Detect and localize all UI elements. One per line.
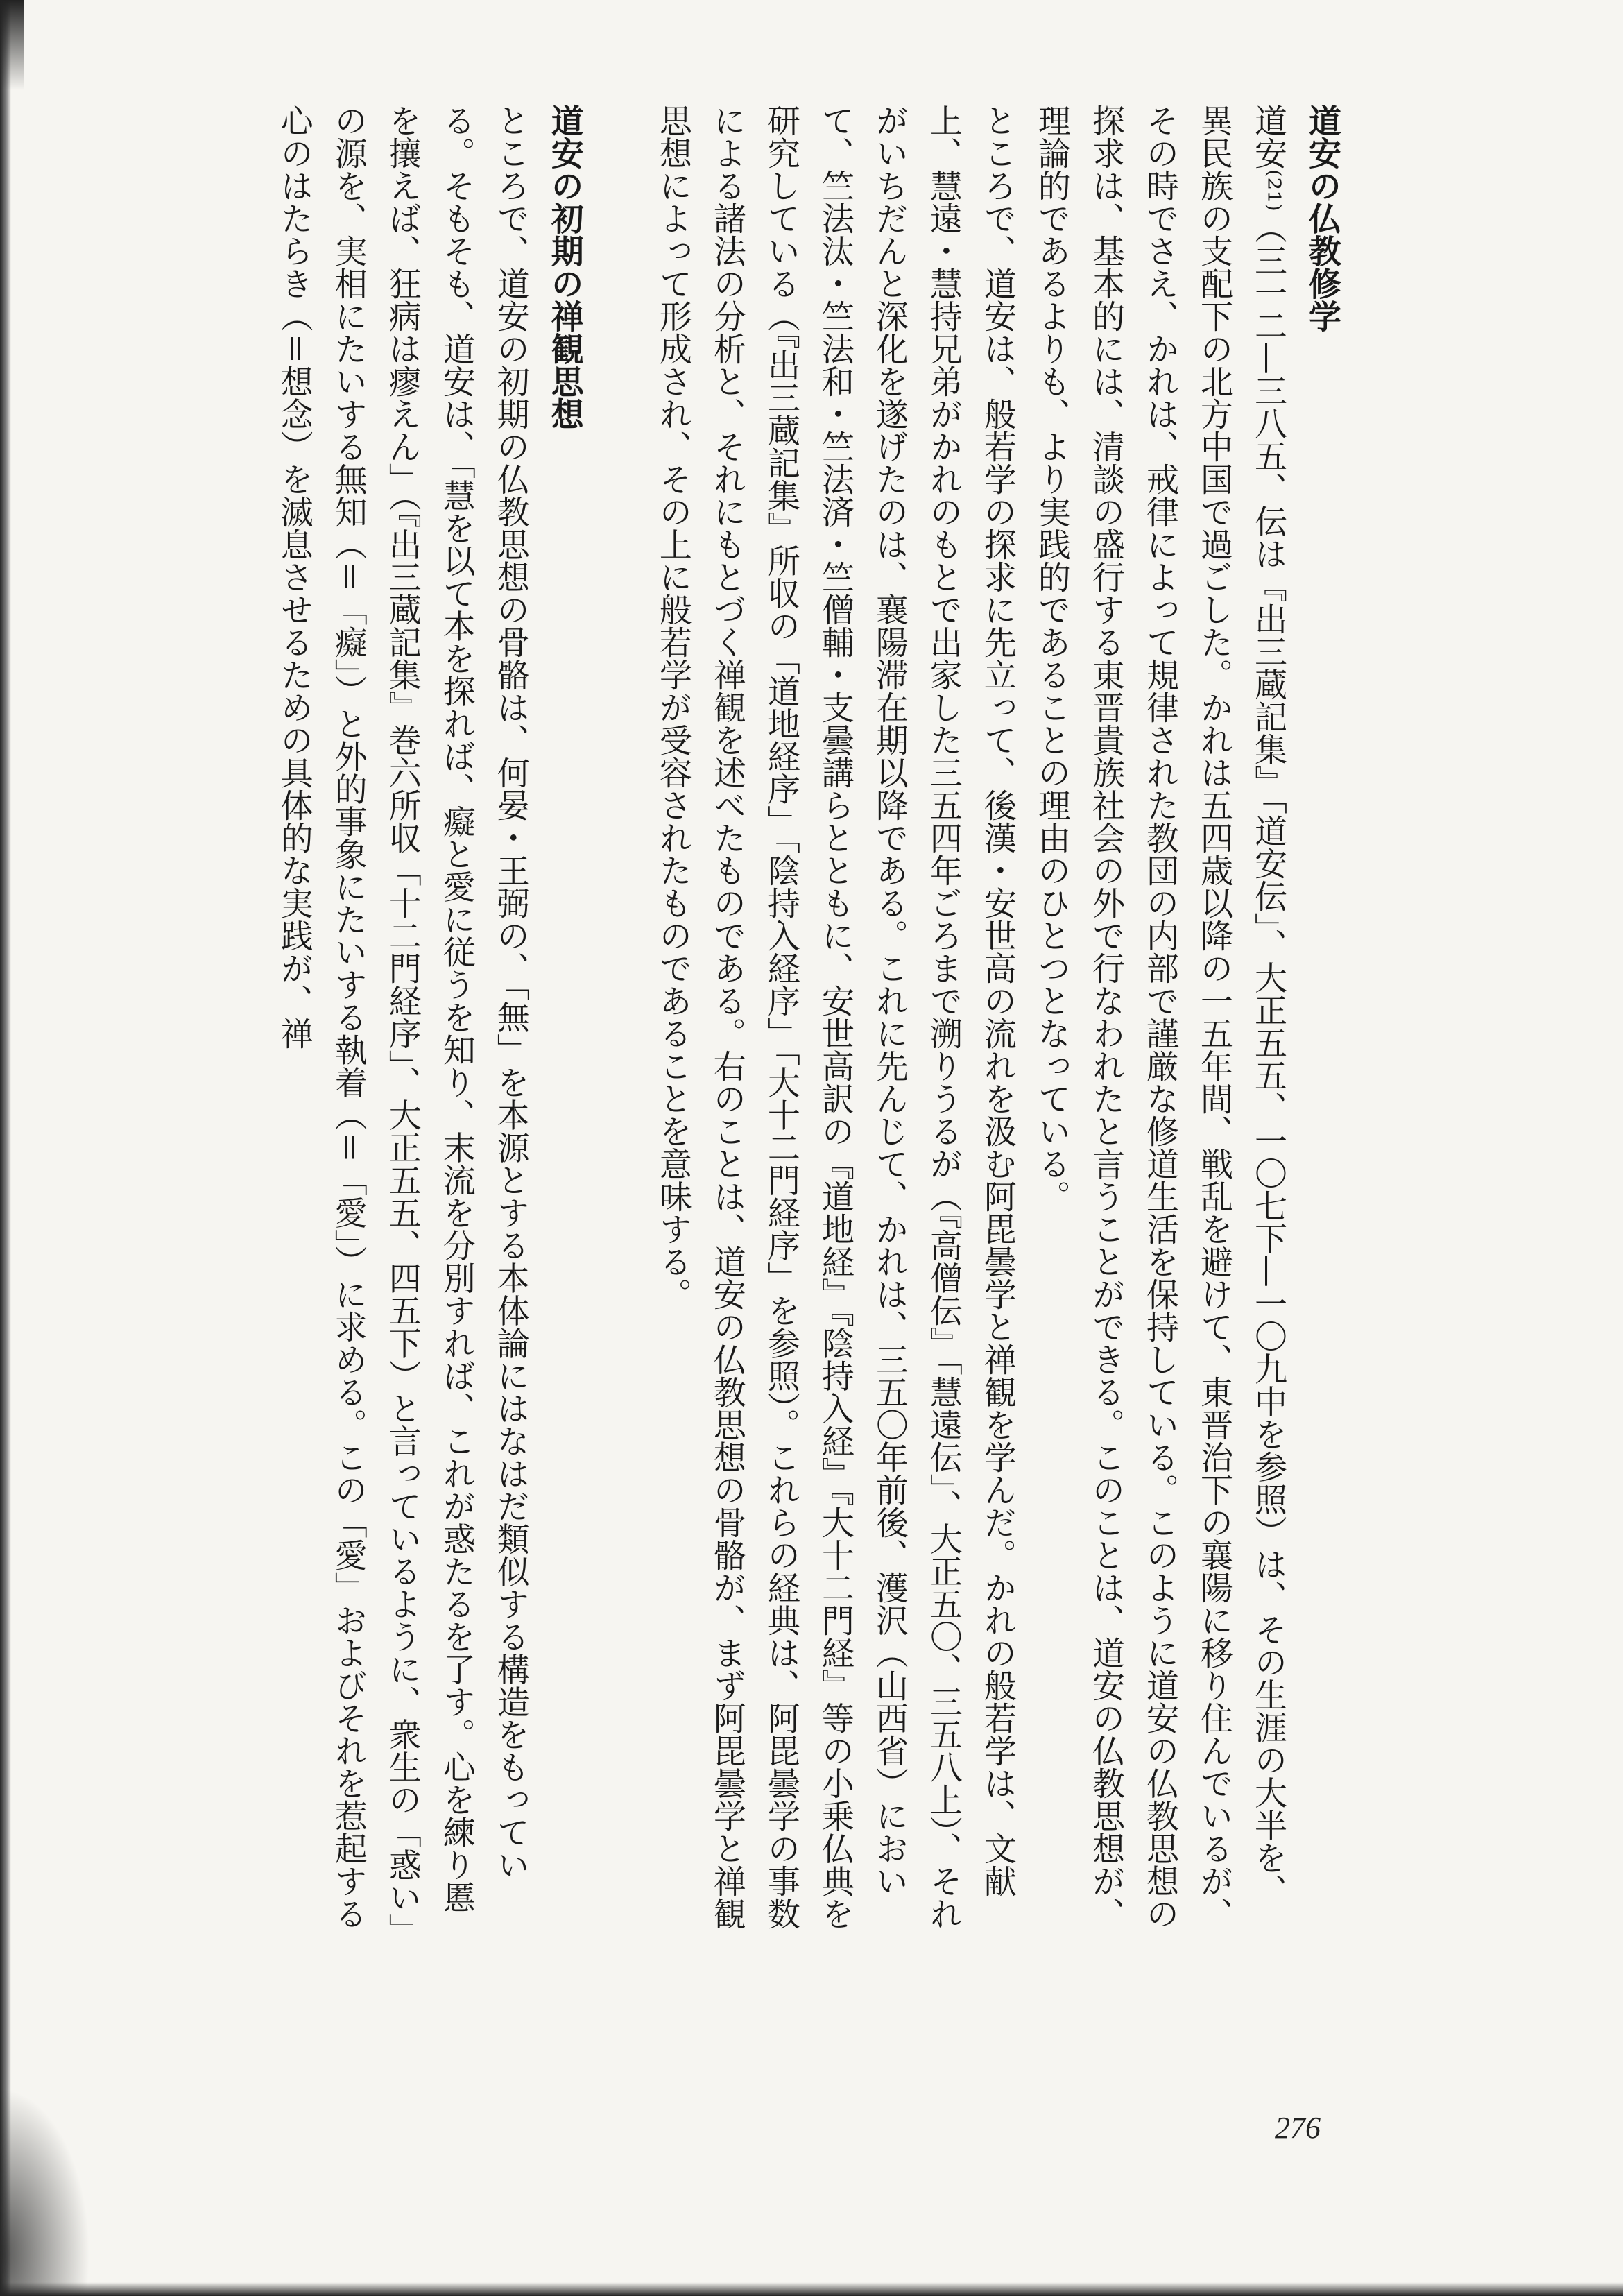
vertical-text-block (170, 104, 1349, 1935)
page-number: 276 (1275, 2111, 1321, 2145)
section-heading-buddhist-study: 道安の仏教修学 (1303, 104, 1341, 332)
paragraph-meditation-thought: ところで、道安の初期の仏教思想の骨骼は、何晏・王弼の、「無」を本源とする本体論にはなはだ類似する構造をもっている。そもそも、道安は、「慧を以て本を探れば、癡と愛に従うを知り、末流を分別すれば、これが惑たるを了す。心を練り慝を攘えば、狂病は瘳えん」（『出三蔵記集』巻六所収「十二門経序」、大正五五、四五下）と言っているように、衆生の「惑い」の源を、実相にたいする無知（＝「癡」）と外的事象にたいする執着（＝「愛」）に求める。この「愛」およびそれを惹起する心のはたらき（＝想念）を滅息させるための具体的な実践が、禅 (275, 104, 530, 1930)
paragraph-biography: 道安⁽²¹⁾（三一二—三八五、伝は『出三蔵記集』「道安伝」、大正五五、一〇七下—一〇九中を参照）は、その生涯の大半を、異民族の支配下の北方中国で過ごした。かれは五四歳以降の一五年間、戦乱を避けて、東晋治下の襄陽に移り住んでいるが、その時でさえ、かれは、戒律によって規律された教団の内部で謹厳な修道生活を保持している。このように道安の仏教思想の探求は、基本的には、清談の盛行する東晋貴族社会の外で行なわれたと言うことができる。このことは、道安の仏教思想が、理論的であるよりも、より実践的であることの理由のひとつとなっている。 (1032, 104, 1287, 1930)
section-heading-early-meditation: 道安の初期の禅観思想 (545, 104, 584, 430)
scan-smudge (0, 2088, 90, 2296)
scan-edge-corner (0, 0, 24, 90)
scan-edge-left (0, 0, 11, 2296)
scan-edge-bottom (0, 2282, 1623, 2296)
paragraph-abhidharma: ところで、道安は、般若学の探求に先立って、後漢・安世高の流れを汲む阿毘曇学と禅観を学んだ。かれの般若学は、文献上、慧遠・慧持兄弟がかれのもとで出家した三五四年ごろまで溯りうるが（『高僧伝』「慧遠伝」、大正五〇、三五八上）、それがいちだんと深化を遂げたのは、襄陽滞在期以降である。これに先んじて、かれは、三五〇年前後、濩沢（山西省）において、竺法汰・竺法和・竺法済・竺僧輔・支曇講らとともに、安世高訳の『道地経』『陰持入経』『大十二門経』等の小乗仏典を研究している（『出三蔵記集』所収の「道地経序」「陰持入経序」「大十二門経序」を参照）。これらの経典は、阿毘曇学の事数による諸法の分析と、それにもとづく禅観を述べたものである。右のことは、道安の仏教思想の骨骼が、まず阿毘曇学と禅観思想によって形成され、その上に般若学が受容されたものであることを意味する。 (653, 104, 1017, 1930)
